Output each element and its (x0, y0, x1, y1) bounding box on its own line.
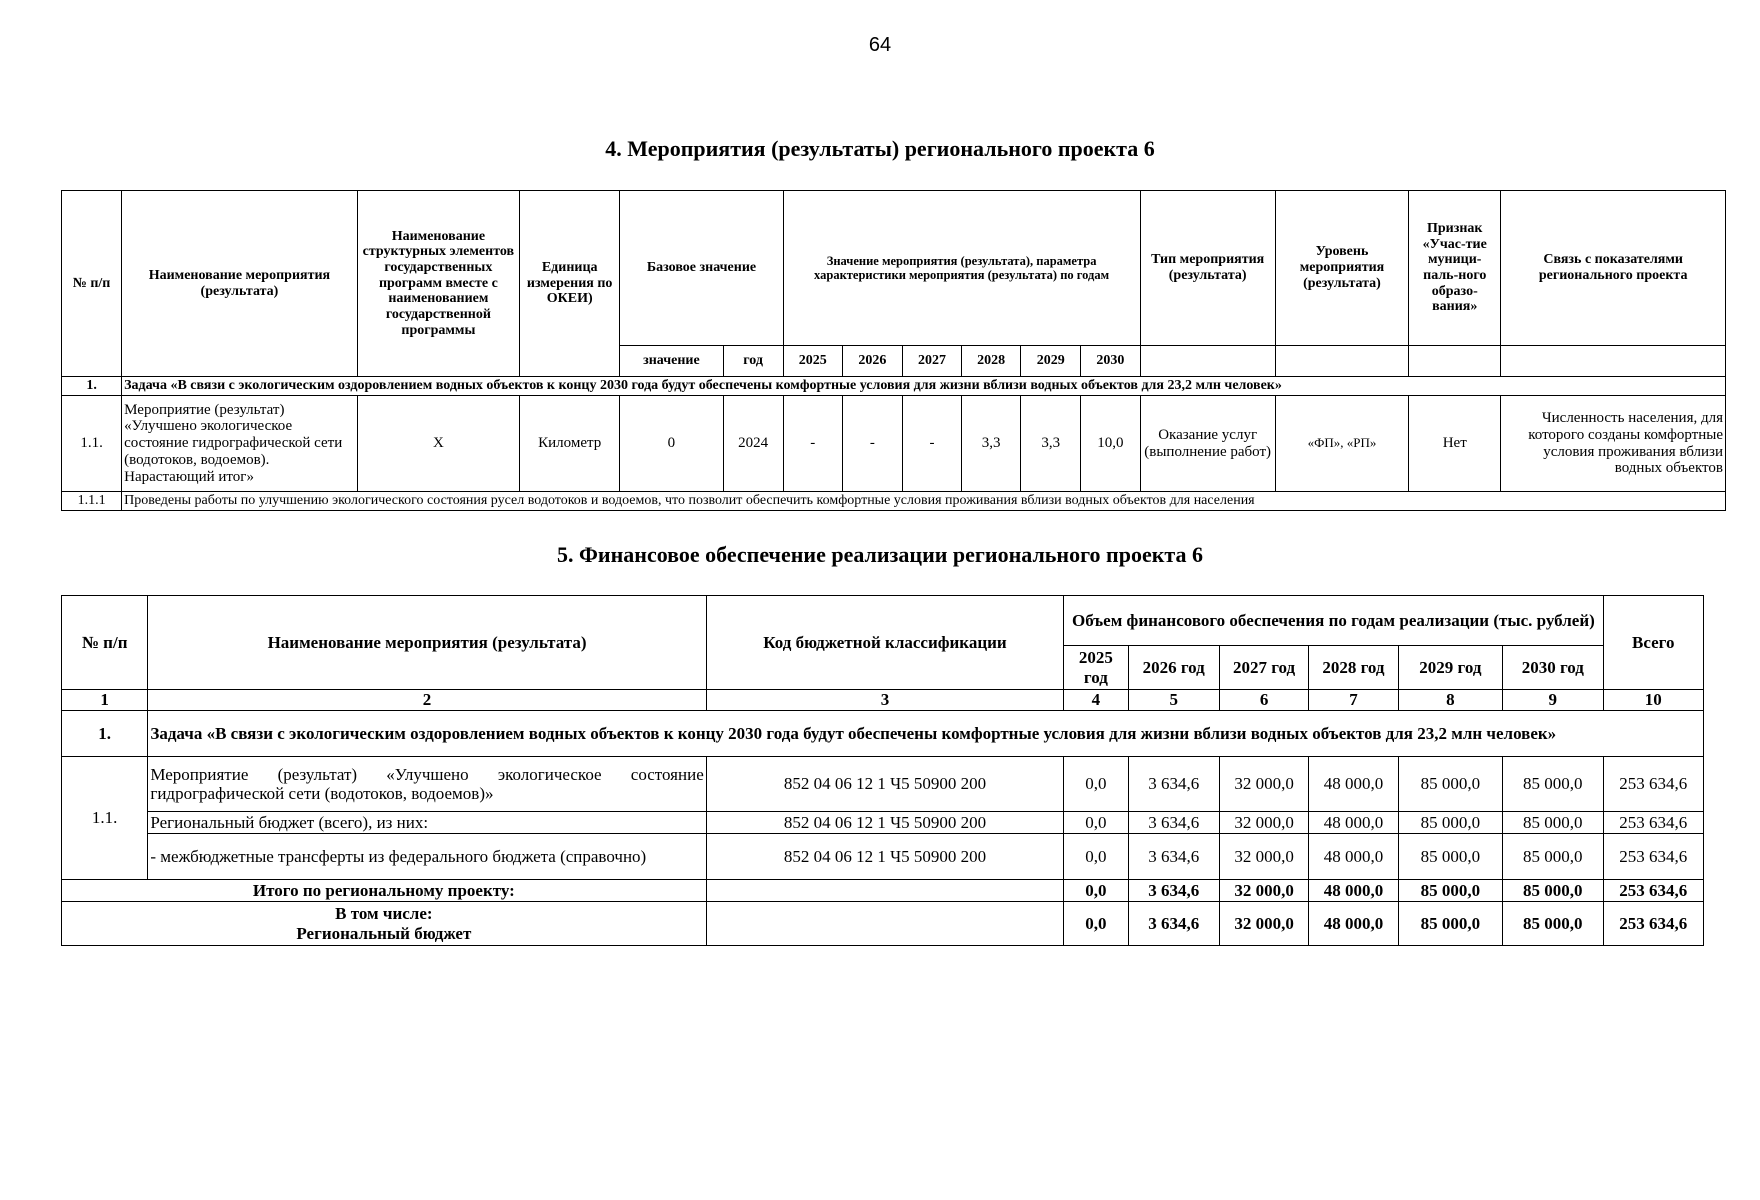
fin-row-total: 253 634,6 (1603, 757, 1704, 812)
header-values-by-year: Значение мероприятия (результата), параметра характеристики мероприятия (результата) по годам (783, 191, 1140, 346)
header-year: 2029 (1021, 346, 1081, 377)
column-number: 3 (706, 690, 1064, 711)
events-table (61, 190, 1726, 511)
fin-row-value: 32 000,0 (1219, 757, 1308, 812)
fin-header-year: 2030 год (1503, 646, 1603, 690)
header-link: Связь с показателями регионального проекта (1501, 191, 1726, 346)
fin-row-total: 253 634,6 (1603, 834, 1704, 880)
column-number: 9 (1503, 690, 1603, 711)
fin-row-value: 85 000,0 (1503, 812, 1603, 834)
header-num: № п/п (62, 191, 122, 377)
total-code (706, 902, 1064, 946)
row-year-value: 3,3 (962, 396, 1021, 492)
row-type: Оказание услуг (выполнение работ) (1140, 396, 1275, 492)
fin-task-num: 1. (62, 711, 148, 757)
row-year-value: - (783, 396, 842, 492)
task-row (62, 377, 1726, 396)
fin-row-value: 3 634,6 (1128, 812, 1219, 834)
fin-row-value: 3 634,6 (1128, 757, 1219, 812)
row-municipal-sign: Нет (1409, 396, 1501, 492)
regional-budget-label (62, 902, 707, 946)
header-empty (1140, 346, 1275, 377)
total-value: 85 000,0 (1503, 902, 1603, 946)
fin-row-value: 48 000,0 (1309, 757, 1398, 812)
fin-row-total: 253 634,6 (1603, 812, 1704, 834)
column-number: 5 (1128, 690, 1219, 711)
subrow (62, 492, 1726, 511)
total-value: 48 000,0 (1309, 902, 1398, 946)
header-year: 2027 (902, 346, 961, 377)
total-value: 0,0 (1064, 902, 1128, 946)
total-sum: 253 634,6 (1603, 902, 1704, 946)
header-year: 2026 (842, 346, 902, 377)
table-row (62, 396, 1726, 492)
fin-row-value: 85 000,0 (1398, 834, 1502, 880)
row-year-value: - (902, 396, 961, 492)
row-structural-element: X (357, 396, 519, 492)
total-value: 85 000,0 (1398, 880, 1502, 902)
table-row (62, 834, 1704, 880)
column-number: 6 (1219, 690, 1308, 711)
table-row (62, 812, 1704, 834)
header-year: 2030 (1081, 346, 1140, 377)
fin-row-code: 852 04 06 12 1 Ч5 50900 200 (706, 812, 1064, 834)
section-5-title: 5. Финансовое обеспечение реализации регионального проекта 6 (557, 542, 1203, 567)
total-value: 32 000,0 (1219, 902, 1308, 946)
header-empty (1409, 346, 1501, 377)
fin-row-value: 85 000,0 (1398, 757, 1502, 812)
header-level: Уровень мероприятия (результата) (1275, 191, 1408, 346)
section-4-title: 4. Мероприятия (результаты) регионального проекта 6 (605, 136, 1155, 161)
column-number: 2 (148, 690, 706, 711)
fin-row-value: 48 000,0 (1309, 812, 1398, 834)
task-text: Задача «В связи с экологическим оздоровлением водных объектов к концу 2030 года будут обеспечены комфортные условия для жизни вблизи водных объектов для 23,2 млн человек» (122, 377, 1726, 396)
total-row (62, 880, 1704, 902)
header-base-value-year: год (723, 346, 783, 377)
fin-header-total: Всего (1603, 596, 1704, 690)
fin-row-name: Мероприятие (результат) «Улучшено экологическое состояние гидрографической сети (водотоков, водоемов)» (148, 757, 706, 812)
total-value: 0,0 (1064, 880, 1128, 902)
header-municipal-sign: Признак «Учас-тие муници-паль-ного образо-вания» (1409, 191, 1501, 346)
regional-budget-total-row (62, 902, 1704, 946)
fin-row-value: 0,0 (1064, 812, 1128, 834)
row-year-value: 3,3 (1021, 396, 1081, 492)
fin-header-name: Наименование мероприятия (результата) (148, 596, 706, 690)
total-value: 3 634,6 (1128, 880, 1219, 902)
column-number: 8 (1398, 690, 1502, 711)
fin-row-name: - межбюджетные трансферты из федерального бюджета (справочно) (148, 834, 706, 880)
header-unit: Единица измерения по ОКЕИ) (520, 191, 620, 377)
fin-task-row (62, 711, 1704, 757)
fin-header-num: № п/п (62, 596, 148, 690)
subrow-text: Проведены работы по улучшению экологического состояния русел водотоков и водоемов, что позволит обеспечить комфортные условия проживания вблизи водных объектов для населения (122, 492, 1726, 511)
total-code (706, 880, 1064, 902)
header-base-value-value: значение (620, 346, 723, 377)
total-value: 85 000,0 (1503, 880, 1603, 902)
fin-row-name: Региональный бюджет (всего), из них: (148, 812, 706, 834)
header-base-value: Базовое значение (620, 191, 783, 346)
fin-group-num: 1.1. (62, 757, 148, 880)
header-empty (1501, 346, 1726, 377)
column-number: 1 (62, 690, 148, 711)
fin-header-code: Код бюджетной классификации (706, 596, 1064, 690)
total-value: 85 000,0 (1398, 902, 1502, 946)
total-label: Итого по региональному проекту: (62, 880, 707, 902)
column-number-row (62, 690, 1704, 711)
total-value: 3 634,6 (1128, 902, 1219, 946)
fin-row-code: 852 04 06 12 1 Ч5 50900 200 (706, 834, 1064, 880)
fin-row-value: 0,0 (1064, 757, 1128, 812)
row-year-value: 10,0 (1081, 396, 1140, 492)
fin-row-value: 48 000,0 (1309, 834, 1398, 880)
fin-header-year: 2028 год (1309, 646, 1398, 690)
header-year: 2025 (783, 346, 842, 377)
row-unit: Километр (520, 396, 620, 492)
fin-header-year: 2027 год (1219, 646, 1308, 690)
fin-row-code: 852 04 06 12 1 Ч5 50900 200 (706, 757, 1064, 812)
row-year-value: - (842, 396, 902, 492)
header-year: 2028 (962, 346, 1021, 377)
header-type: Тип мероприятия (результата) (1140, 191, 1275, 346)
page-number: 64 (868, 34, 892, 56)
row-name: Мероприятие (результат) «Улучшено экологическое состояние гидрографической сети (водотоков, водоемов). Нарастающий итог» (122, 396, 358, 492)
fin-row-value: 85 000,0 (1398, 812, 1502, 834)
row-base-year: 2024 (723, 396, 783, 492)
total-value: 48 000,0 (1309, 880, 1398, 902)
total-sum: 253 634,6 (1603, 880, 1704, 902)
fin-header-volume: Объем финансового обеспечения по годам реализации (тыс. рублей) (1064, 596, 1603, 646)
table-row (62, 757, 1704, 812)
financing-table (61, 595, 1704, 946)
row-base-value: 0 (620, 396, 723, 492)
column-number: 10 (1603, 690, 1704, 711)
regional-budget-text: Региональный бюджет (296, 923, 472, 943)
column-number: 7 (1309, 690, 1398, 711)
fin-row-value: 32 000,0 (1219, 812, 1308, 834)
subrow-num: 1.1.1 (62, 492, 122, 511)
row-level: «ФП», «РП» (1275, 396, 1408, 492)
task-num: 1. (62, 377, 122, 396)
row-num: 1.1. (62, 396, 122, 492)
header-empty (1275, 346, 1408, 377)
fin-row-value: 3 634,6 (1128, 834, 1219, 880)
column-number: 4 (1064, 690, 1128, 711)
row-link: Численность населения, для которого созданы комфортные условия проживания вблизи водных объектов (1501, 396, 1726, 492)
fin-header-year: 2029 год (1398, 646, 1502, 690)
fin-row-value: 32 000,0 (1219, 834, 1308, 880)
fin-header-year: 2025 год (1064, 646, 1128, 690)
fin-header-year: 2026 год (1128, 646, 1219, 690)
total-value: 32 000,0 (1219, 880, 1308, 902)
including-label: В том числе: (335, 904, 433, 924)
fin-row-value: 85 000,0 (1503, 757, 1603, 812)
fin-task-text: Задача «В связи с экологическим оздоровлением водных объектов к концу 2030 года будут обеспечены комфортные условия для жизни вблизи водных объектов для 23,2 млн человек» (148, 711, 1704, 757)
header-name: Наименование мероприятия (результата) (122, 191, 358, 377)
fin-row-value: 0,0 (1064, 834, 1128, 880)
header-structural-elements: Наименование структурных элементов государственных программ вместе с наименованием государственной программы (357, 191, 519, 377)
fin-row-value: 85 000,0 (1503, 834, 1603, 880)
